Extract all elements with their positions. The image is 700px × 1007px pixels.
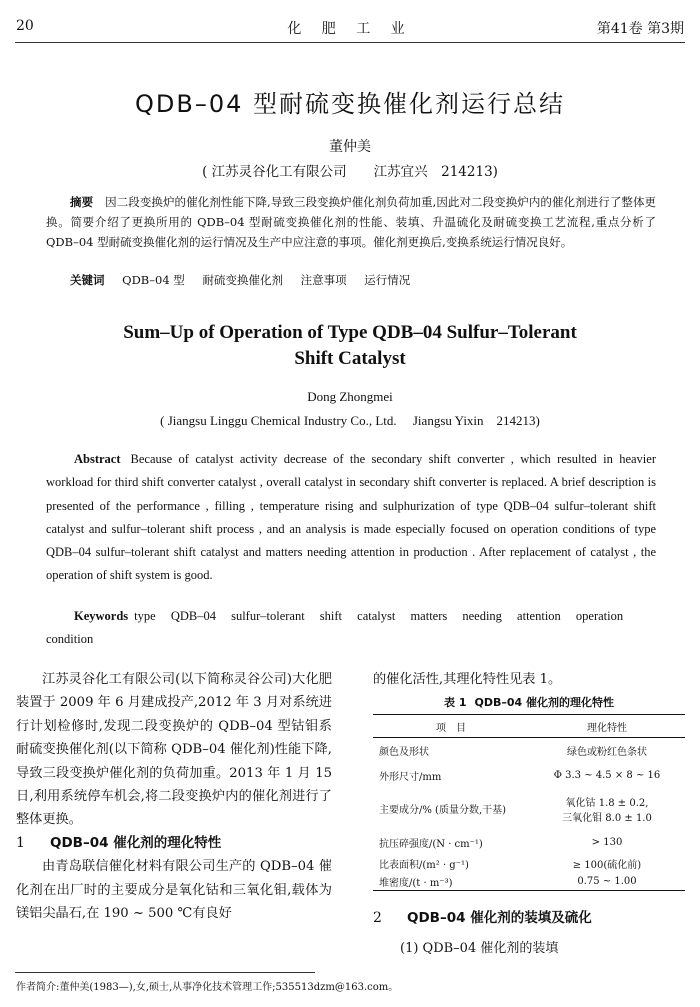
table-cell: 颜色及形状 [379,746,429,758]
abstract-label-english: Abstract [74,452,121,466]
section-2-title: QDB–04 催化剂的装填及硫化 [407,910,592,926]
affiliation-chinese: ( 江苏灵谷化工有限公司 江苏宜兴 214213) [202,164,498,180]
keyword-item: 运行情况 [364,273,411,287]
keyword-item: 注意事项 [300,273,347,287]
keywords-english [46,605,656,651]
table-1-caption [373,694,685,710]
table-cell: 绿色或粉红色条状 [567,746,647,758]
table-1 [373,714,685,891]
table-row [373,738,685,763]
footnote-rule [15,972,315,973]
keywords-label-chinese: 关键词 [70,273,105,287]
table-cell: > 130 [591,836,623,848]
body-paragraph-section1: 由青岛联信催化材料有限公司生产的 QDB–04 催化剂在出厂时的主要成分是氧化钴和三氧化钼,载体为镁铝尖晶石,在 190 ~ 500 ℃有良好 [16,859,332,922]
journal-name: 化 肥 工 业 [287,21,413,37]
table-cell-line: 三氧化钼 8.0 ± 1.0 [562,812,652,824]
table-row [373,830,685,855]
table-cell [529,788,685,830]
keywords-chinese [70,272,424,288]
table-header-property: 理化特性 [529,715,685,738]
table-cell: ≥ 100(硫化前) [572,860,642,871]
table-cell: 抗压碎强度/(N · cm⁻¹) [379,838,483,850]
table-cell: 堆密度/(t · m⁻³) [373,873,529,891]
table-1-caption-label: 表 1 [444,696,467,709]
abstract-text-english: Because of catalyst activity decrease of the secondary shift converter , which resulted in heavier workload for third shift converter catalyst , overall catalyst in secondary shift converter is replaced. A brief description is presented of the performance , filling , temperature rising and sulphurization of type QDB–04 sulfur–tolerant shift catalyst and sulfur–tolerant shift process , and an analysis is made especially focused on operation conditions of type QDB–04 sulfur–tolerant shift catalyst and matters needing attention in production . After replacement of catalyst , the operation of shift system is good. [46,452,656,583]
body-paragraph-intro: 江苏灵谷化工有限公司(以下简称灵谷公司)大化肥装置于 2009 年 6 月建成投产,2012 年 3 月对系统进行计划检修时,发现二段变换炉的 QDB–04 型钴钼系耐硫变换催化剂(以下简称 QDB–04 催化剂)性能下降,导致三段变换炉催化剂的负荷加重。2013 年 1 月 15 日,利用系统停车机会,将二段变换炉内的催化剂进行了整体更换。 [16,672,332,828]
abstract-text-chinese: 因二段变换炉的催化剂性能下降,导致三段变换炉催化剂负荷加重,因此对二段变换炉内的催化剂进行了整体更换。简要介绍了更换所用的 QDB–04 型耐硫变换催化剂的性能、装填、升温硫化及耐硫变换工艺流程,重点分析了 QDB–04 型耐硫变换催化剂的运行情况及生产中应注意的事项。催化剂更换后,变换系统运行情况良好。 [46,195,657,249]
title-english-line1: Sum–Up of Operation of Type QDB–04 Sulfur–Tolerant [123,322,577,343]
section-2-heading [373,906,592,926]
title-chinese: QDB–04 型耐硫变换催化剂运行总结 [134,90,565,118]
affiliation-english: ( Jiangsu Linggu Chemical Industry Co., Ltd. Jiangsu Yixin 214213) [160,413,540,428]
table-cell: 0.75 ~ 1.00 [529,873,685,891]
volume-issue: 第41卷 第3期 [596,21,684,37]
body-right-intro: 的催化活性,其理化特性见表 1。 [373,672,562,687]
table-header-item: 项 目 [373,715,529,738]
table-1-caption-text: QDB–04 催化剂的理化特性 [474,696,614,709]
table-row [373,873,685,891]
abstract-chinese [46,192,656,252]
section-2-number: 2 [373,910,382,926]
keyword-item: 耐硫变换催化剂 [202,273,283,287]
keywords-text-english: type QDB–04 sulfur–tolerant shift catalyst matters needing attention operation condition [46,609,624,646]
subsection-heading: (1) QDB–04 催化剂的装填 [400,941,559,956]
table-cell-line: 氧化钴 1.8 ± 0.2, [565,797,649,809]
section-1-heading [16,832,332,855]
table-row [373,763,685,788]
keywords-label-english: Keywords [74,609,129,623]
section-1-number: 1 [16,834,25,851]
table-cell: 外形尺寸/mm [379,771,442,783]
author-english: Dong Zhongmei [307,389,393,404]
table-cell: 比表面积/(m² · g⁻¹) [379,860,469,871]
body-left-column [16,668,332,925]
abstract-english [46,448,656,588]
abstract-label-chinese: 摘要 [70,195,94,209]
author-chinese: 董仲美 [329,139,371,155]
title-english [0,320,700,372]
section-1-title: QDB–04 催化剂的理化特性 [50,834,222,851]
table-cell: Φ 3.3 ~ 4.5 × 8 ~ 16 [553,769,661,781]
keyword-item: QDB–04 型 [122,273,185,287]
header-rule [15,42,685,43]
table-cell: 主要成分/% (质量分数,干基) [379,805,507,816]
page-number: 20 [16,18,34,34]
table-row [373,855,685,873]
title-english-line2: Shift Catalyst [294,348,406,369]
table-row [373,788,685,830]
author-footnote: 作者简介:董仲美(1983—),女,硕士,从事净化技术管理工作;535513dzm@163.com。 [16,982,399,993]
